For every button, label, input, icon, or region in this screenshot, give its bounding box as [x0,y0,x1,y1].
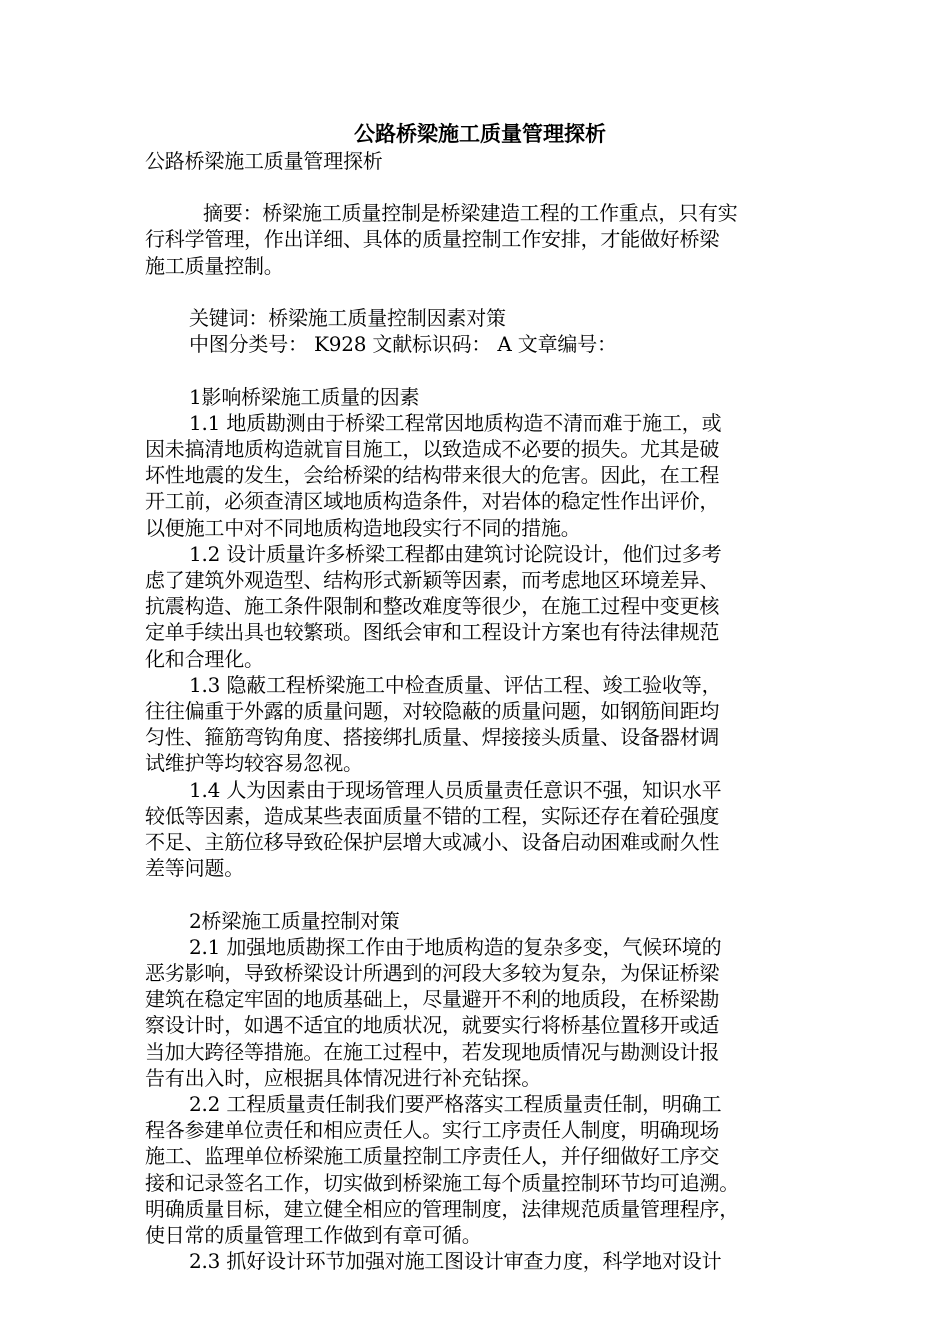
spacer [145,279,805,305]
paragraph-line: 开工前，必须查清区域地质构造条件，对岩体的稳定性作出评价， [145,489,720,514]
paragraph [145,934,805,1091]
spacer [145,357,805,383]
paragraph-line: 因未搞清地质构造就盲目施工，以致造成不必要的损失。尤其是破 [145,436,720,461]
paragraph-line: 施工、监理单位桥梁施工质量控制工序责任人，并仔细做好工序交 [145,1144,720,1169]
paragraph-line: 差等问题。 [145,856,244,881]
paragraph-line: 2.2 工程质量责任制我们要严格落实工程质量责任制，明确工 [189,1092,722,1117]
paragraph [145,777,805,882]
paragraph-line: 明确质量目标，建立健全相应的管理制度，法律规范质量管理程序， [145,1196,739,1221]
paragraph-line: 接和记录签名工作，切实做到桥梁施工每个质量控制环节均可追溯。 [145,1170,739,1195]
paragraph [145,1248,805,1274]
abstract-line: 行科学管理，作出详细、具体的质量控制工作安排，才能做好桥梁 [145,227,720,252]
paragraph-line: 察设计时，如遇不适宜的地质状况，就要实行将桥基位置移开或适 [145,1013,720,1038]
paragraph-line: 使日常的质量管理工作做到有章可循。 [145,1223,482,1248]
paragraph-line: 较低等因素，造成某些表面质量不错的工程，实际还存在着砼强度 [145,803,720,828]
paragraph-line: 往往偏重于外露的质量问题，对较隐蔽的质量问题，如钢筋间距均 [145,699,720,724]
section-1 [145,384,805,882]
paragraph [145,1091,805,1248]
paragraph-line: 以便施工中对不同地质构造地段实行不同的措施。 [145,515,581,540]
paragraph-line: 当加大跨径等措施。在施工过程中，若发现地质情况与勘测设计报 [145,1039,720,1064]
abstract [145,200,805,279]
paragraph [145,410,805,541]
abstract-line: 施工质量控制。 [145,253,284,278]
document-title: 公路桥梁施工质量管理探析 [354,121,606,146]
paragraph-line: 不足、主筋位移导致砼保护层增大或减小、设备启动困难或耐久性 [145,830,720,855]
paragraph-line: 1.3 隐蔽工程桥梁施工中检查质量、评估工程、竣工验收等， [189,672,722,697]
paragraph-line: 定单手续出具也较繁琐。图纸会审和工程设计方案也有待法律规范 [145,620,720,645]
section-2 [145,908,805,1275]
paragraph-line: 2.1 加强地质勘探工作由于地质构造的复杂多变，气候环境的 [189,934,722,959]
paragraph [145,672,805,777]
abstract-line: 摘要：桥梁施工质量控制是桥梁建造工程的工作重点，只有实 [203,201,738,226]
paragraph-line: 告有出入时，应根据具体情况进行补充钻探。 [145,1065,541,1090]
paragraph-line: 恶劣影响，导致桥梁设计所遇到的河段大多较为复杂，为保证桥梁 [145,961,720,986]
section-heading: 1影响桥梁施工质量的因素 [189,384,420,409]
document-page [145,120,805,1274]
paragraph-line: 1.1 地质勘测由于桥梁工程常因地质构造不清而难于施工，或 [189,410,722,435]
paragraph [145,541,805,672]
classification-line: 中图分类号： K928 文献标识码： A 文章编号： [189,332,617,357]
paragraph-line: 2.3 抓好设计环节加强对施工图设计审查力度，科学地对设计 [189,1249,722,1274]
section-heading: 2桥梁施工质量控制对策 [189,908,400,933]
paragraph-line: 化和合理化。 [145,646,264,671]
paragraph-line: 建筑在稳定牢固的地质基础上，尽量避开不利的地质段，在桥梁勘 [145,987,720,1012]
document-subtitle: 公路桥梁施工质量管理探析 [145,149,383,173]
paragraph-line: 抗震构造、施工条件限制和整改难度等很少，在施工过程中变更核 [145,594,720,619]
paragraph-line: 1.2 设计质量许多桥梁工程都由建筑讨论院设计，他们过多考 [189,541,722,566]
paragraph-line: 试维护等均较容易忽视。 [145,751,363,776]
paragraph-line: 坏性地震的发生，会给桥梁的结构带来很大的危害。因此，在工程 [145,463,720,488]
paragraph-line: 虑了建筑外观造型、结构形式新颖等因素，而考虑地区环境差异、 [145,568,720,592]
spacer [145,881,805,907]
paragraph-line: 匀性、箍筋弯钩角度、搭接绑扎质量、焊接接头质量、设备器材调 [145,725,720,750]
spacer [145,174,805,200]
keywords: 关键词：桥梁施工质量控制因素对策 [189,305,506,330]
paragraph-line: 程各参建单位责任和相应责任人。实行工序责任人制度，明确现场 [145,1118,720,1143]
paragraph-line: 1.4 人为因素由于现场管理人员质量责任意识不强，知识水平 [189,777,722,802]
